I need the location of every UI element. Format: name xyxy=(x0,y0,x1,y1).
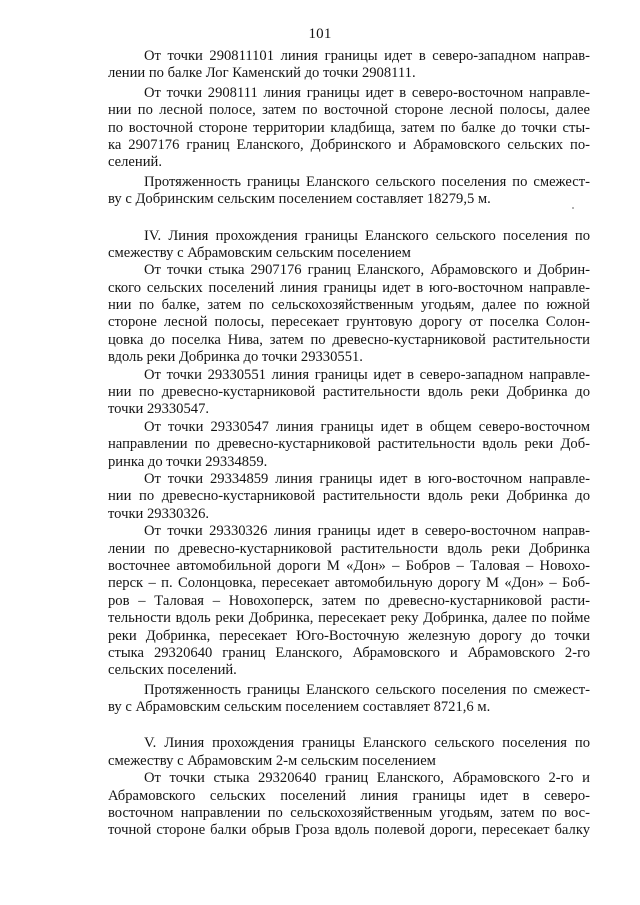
text-line: ринка до точки 29334859. xyxy=(108,453,268,470)
text-line: ров – Таловая – Новохоперск, затем по древесно-кустарниковой расти- xyxy=(108,592,590,609)
text-line: перск – п. Солонцовка, пересекает автомобильную дорогу М «Дон» – Боб- xyxy=(108,575,590,592)
text-line: От точки 29330326 линия границы идет в северо-восточном направ- xyxy=(144,523,590,540)
text-line: восточном направлении по сельскохозяйственным угодьям, затем по вос- xyxy=(108,805,590,822)
text-line: От точки 290811101 линия границы идет в северо-западном направ- xyxy=(144,48,590,64)
text-line: ву с Абрамовским сельским поселением составляет 8721,6 м. xyxy=(108,699,491,716)
heading-line: IV. Линия прохождения границы Еланского сельского поселения по xyxy=(144,227,590,244)
text-line: по восточной стороне территории кладбища, затем по балке до точки сты- xyxy=(108,119,590,136)
text-line: направлении по древесно-кустарниковой растительности вдоль реки Доб- xyxy=(108,436,590,453)
paragraph xyxy=(108,262,590,366)
text-line: Протяженность границы Еланского сельского поселения по смежест- xyxy=(144,173,590,190)
section-heading xyxy=(108,228,590,263)
paragraph xyxy=(108,682,590,717)
text-line: нии по лесной полосе, затем по восточной стороне лесной полосы, далее xyxy=(108,102,590,119)
paragraph xyxy=(108,48,590,83)
page-number: 101 xyxy=(308,26,332,42)
text-line: От точки 29334859 линия границы идет в юго-восточном направле- xyxy=(144,470,590,487)
scan-speck xyxy=(572,207,574,209)
text-line: лении по балке Лог Каменский до точки 2908111. xyxy=(108,65,416,82)
text-line: реки Добринка, пересекает Юго-Восточную железную дорогу до точки xyxy=(108,627,590,644)
text-line: точки 29330326. xyxy=(108,505,210,522)
text-line: селений. xyxy=(108,154,162,171)
paragraph xyxy=(108,770,590,840)
text-line: лении по древесно-кустарниковой растительности вдоль реки Добринка xyxy=(108,540,590,557)
paragraph xyxy=(108,85,590,172)
text-line: нии по балке, затем по сельскохозяйственным угодьям, далее по южной xyxy=(108,297,590,314)
text-line: тельности вдоль реки Добринка, пересекает реку Добринка, далее по пойме xyxy=(108,610,590,627)
text-line: стыка 29320640 границ Еланского, Абрамовского и Абрамовского 2-го xyxy=(108,644,590,661)
text-line: От точки 29330551 линия границы идет в северо-западном направле- xyxy=(144,366,590,383)
paragraph xyxy=(108,367,590,419)
text-line: восточнее автомобильной дороги М «Дон» – Бобров – Таловая – Новохо- xyxy=(108,557,590,574)
text-line: От точки стыка 2907176 границ Еланского, Абрамовского и Добрин- xyxy=(144,262,590,279)
text-line: точки 29330547. xyxy=(108,401,210,418)
text-line: Абрамовского сельских поселений линия границы идет в северо- xyxy=(108,787,590,804)
text-line: ского сельских поселений линия границы идет в юго-восточном направле- xyxy=(108,279,590,296)
heading-line: смежеству с Абрамовским 2-м сельским поселением xyxy=(108,752,436,769)
text-line: вдоль реки Добринка до точки 29330551. xyxy=(108,349,363,366)
text-line: нии по древесно-кустарниковой растительности вдоль реки Добринка до xyxy=(108,384,590,401)
heading-line: V. Линия прохождения границы Еланского сельского поселения по xyxy=(144,735,590,752)
text-line: От точки 2908111 линия границы идет в северо-восточном направле- xyxy=(144,84,590,101)
text-line: цовка до поселка Нива, затем по древесно-кустарниковой растительности xyxy=(108,331,590,348)
text-line: сельских поселений. xyxy=(108,662,237,679)
section-heading xyxy=(108,735,590,770)
heading-line: смежеству с Абрамовским сельским поселением xyxy=(108,244,411,261)
text-line: От точки 29330547 линия границы идет в общем северо-восточном xyxy=(144,418,590,435)
text-line: ву с Добринским сельским поселением составляет 18279,5 м. xyxy=(108,191,491,208)
text-line: Протяженность границы Еланского сельского поселения по смежест- xyxy=(144,681,590,698)
text-line: От точки стыка 29320640 границ Еланского, Абрамовского 2-го и xyxy=(144,770,590,787)
paragraph xyxy=(108,471,590,523)
text-line: стороне лесной полосы, пересекает грунтовую дорогу от поселка Солон- xyxy=(108,314,590,331)
text-line: нии по древесно-кустарниковой растительности вдоль реки Добринка до xyxy=(108,488,590,505)
paragraph xyxy=(108,523,590,680)
paragraph xyxy=(108,174,590,209)
paragraph xyxy=(108,419,590,471)
document-body xyxy=(108,48,590,840)
text-line: ка 2907176 границ Еланского, Добринского и Абрамовского сельских по- xyxy=(108,136,590,153)
text-line: точной стороне балки обрыв Гроза вдоль полевой дороги, пересекает балку xyxy=(108,822,590,839)
